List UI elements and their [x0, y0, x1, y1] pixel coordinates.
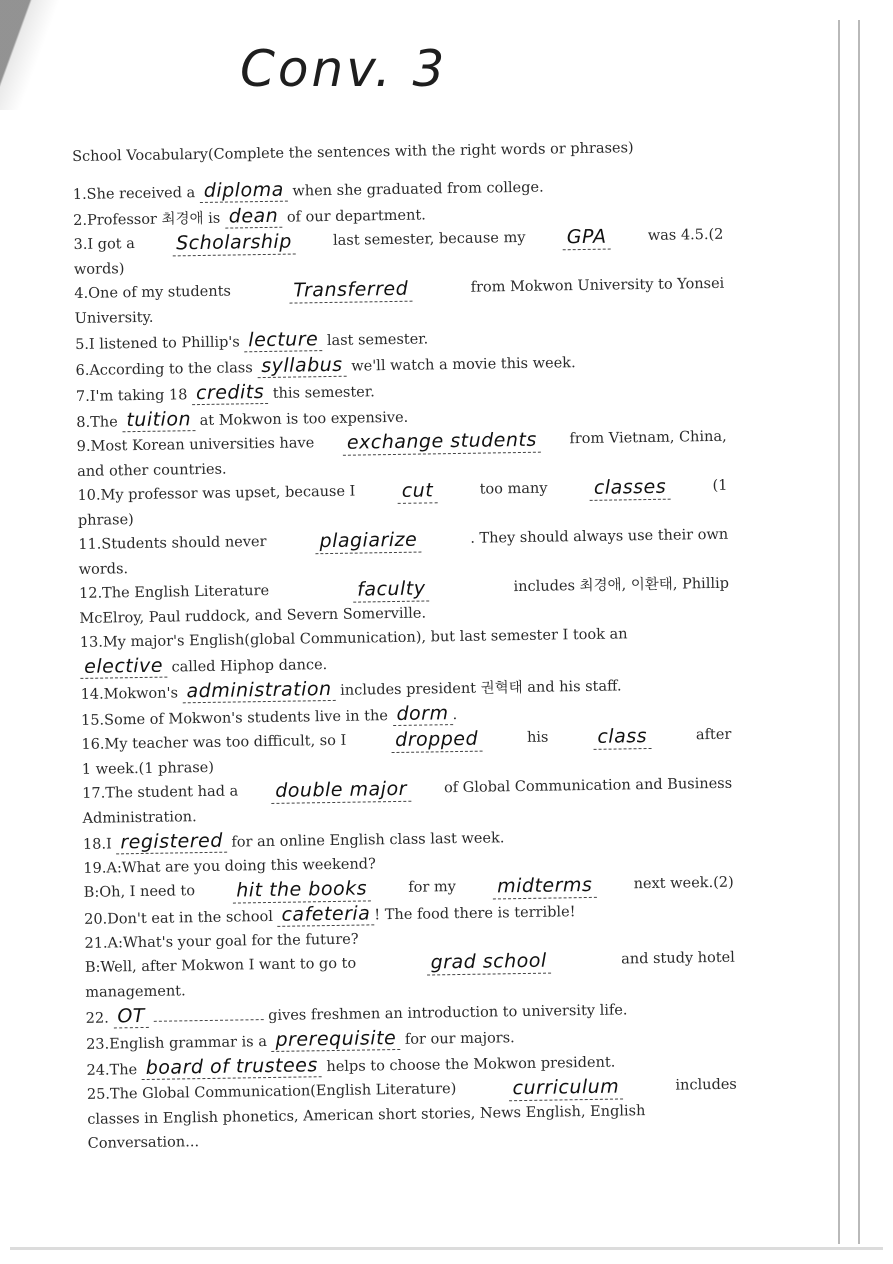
handwritten-answer: midterms: [493, 873, 597, 900]
handwritten-answer: grad school: [426, 949, 550, 976]
handwritten-answer: plagiarize: [315, 528, 421, 555]
handwritten-answer: tuition: [122, 408, 195, 432]
handwritten-answer: cut: [398, 478, 438, 504]
question-13: 13.My major's English(global Communication), but last semester I took an: [79, 626, 628, 651]
question-19-answer: B:Oh, I need to hit the books for my midterms next week.(2): [84, 871, 734, 906]
handwritten-answer: cafeteria: [277, 902, 374, 927]
handwritten-answer: credits: [192, 381, 268, 405]
question-8: 8.The tuition at Mokwon is too expensive.: [76, 408, 409, 432]
handwritten-answer: lecture: [244, 328, 322, 352]
question-21-answer: B:Well, after Mokwon I want to go to grad school and study hotel: [84, 949, 735, 976]
handwritten-answer: administration: [182, 678, 335, 703]
question-9-continued: and other countries.: [77, 461, 227, 480]
question-21-continued: management.: [85, 983, 186, 1001]
handwritten-answer: dropped: [391, 727, 482, 753]
question-12-continued: McElroy, Paul ruddock, and Severn Somerville.: [79, 605, 427, 627]
question-16-continued: 1 week.(1 phrase): [81, 759, 215, 778]
scan-edge-line: [858, 20, 860, 1244]
question-13-continued: elective called Hiphop dance.: [80, 645, 730, 681]
question-14: 14.Mokwon's administration includes president 권혁태 and his staff.: [80, 677, 622, 703]
question-12: 12.The English Literature faculty includes 최경애, 이환태, Phillip: [78, 575, 730, 602]
handwritten-answer: class: [593, 724, 651, 750]
question-4-continued: University.: [74, 309, 154, 327]
question-17: 17.The student had a double major of Global Communication and Business: [82, 772, 732, 807]
handwritten-answer: prerequisite: [271, 1027, 400, 1052]
question-19: 19.A:What are you doing this weekend?: [83, 856, 376, 877]
question-25-continued: classes in English phonetics, American short stories, News English, English: [87, 1103, 646, 1128]
page-title: Conv. 3: [240, 40, 448, 98]
question-6: 6.According to the class syllabus we'll watch a movie this week.: [75, 353, 576, 379]
question-10-continued: phrase): [77, 512, 134, 529]
question-16: 16.My teacher was too difficult, so I dropped his class after: [81, 725, 732, 753]
question-20: 20.Don't eat in the school cafeteria ! The food there is terrible!: [84, 902, 576, 928]
question-1: 1.She received a diploma when she graduated from college.: [72, 178, 544, 203]
scan-bottom-edge: [10, 1247, 883, 1250]
scan-corner-mark: [0, 0, 60, 110]
handwritten-answer: curriculum: [508, 1074, 623, 1101]
question-11: 11.Students should never plagiarize . They should always use their own: [78, 526, 729, 553]
question-21: 21.A:What's your goal for the future?: [84, 931, 359, 952]
handwritten-answer: board of trustees: [142, 1054, 322, 1080]
handwritten-answer: syllabus: [257, 354, 347, 378]
handwritten-answer: diploma: [200, 179, 288, 203]
question-18: 18.I registered for an online English class last week.: [82, 829, 505, 854]
question-17-continued: Administration.: [82, 809, 197, 827]
handwritten-answer: hit the books: [232, 876, 371, 903]
question-22: 22. OT gives freshmen an introduction to university life.: [85, 1002, 628, 1028]
question-15: 15.Some of Mokwon's students live in the dorm .: [80, 702, 458, 729]
handwritten-answer: registered: [116, 830, 227, 855]
handwritten-answer: elective: [80, 655, 167, 679]
question-9: 9.Most Korean universities have exchange students from Vietnam, China,: [76, 428, 727, 455]
question-11-continued: words.: [78, 561, 129, 578]
question-25-continued-2: Conversation...: [87, 1134, 200, 1152]
worksheet: [72, 135, 738, 1156]
worksheet-heading: School Vocabulary(Complete the sentences with the right words or phrases): [72, 140, 634, 165]
handwritten-answer: dorm: [392, 702, 452, 726]
question-3: 3.I got a Scholarship last semester, because my GPA was 4.5.(2: [73, 223, 723, 258]
handwritten-answer: classes: [590, 475, 671, 501]
handwritten-answer: OT: [113, 1005, 149, 1029]
question-10: 10.My professor was upset, because I cut too many classes (1: [77, 475, 728, 504]
question-7: 7.I'm taking 18 credits this semester.: [75, 381, 375, 405]
question-4: 4.One of my students Transferred from Mokwon University to Yonsei: [74, 275, 725, 302]
question-25: 25.The Global Communication(English Literature) curriculum includes: [86, 1075, 737, 1103]
question-5: 5.I listened to Phillip's lecture last semester.: [75, 328, 429, 353]
question-3-continued: words): [73, 261, 125, 278]
scan-edge-line: [838, 20, 840, 1244]
question-23: 23.English grammar is a prerequisite for our majors.: [86, 1027, 515, 1053]
handwritten-answer: exchange students: [343, 428, 541, 456]
question-24: 24.The board of trustees helps to choose the Mokwon president.: [86, 1054, 616, 1079]
handwritten-answer: Transferred: [289, 277, 412, 304]
answer-blank: [153, 1005, 263, 1022]
handwritten-answer: dean: [225, 205, 283, 229]
handwritten-answer: GPA: [563, 225, 611, 251]
handwritten-answer: Scholarship: [172, 229, 296, 256]
question-2: 2.Professor 최경애 is dean of our department.: [73, 204, 426, 229]
handwritten-answer: faculty: [353, 576, 430, 602]
handwritten-answer: double major: [271, 777, 411, 804]
